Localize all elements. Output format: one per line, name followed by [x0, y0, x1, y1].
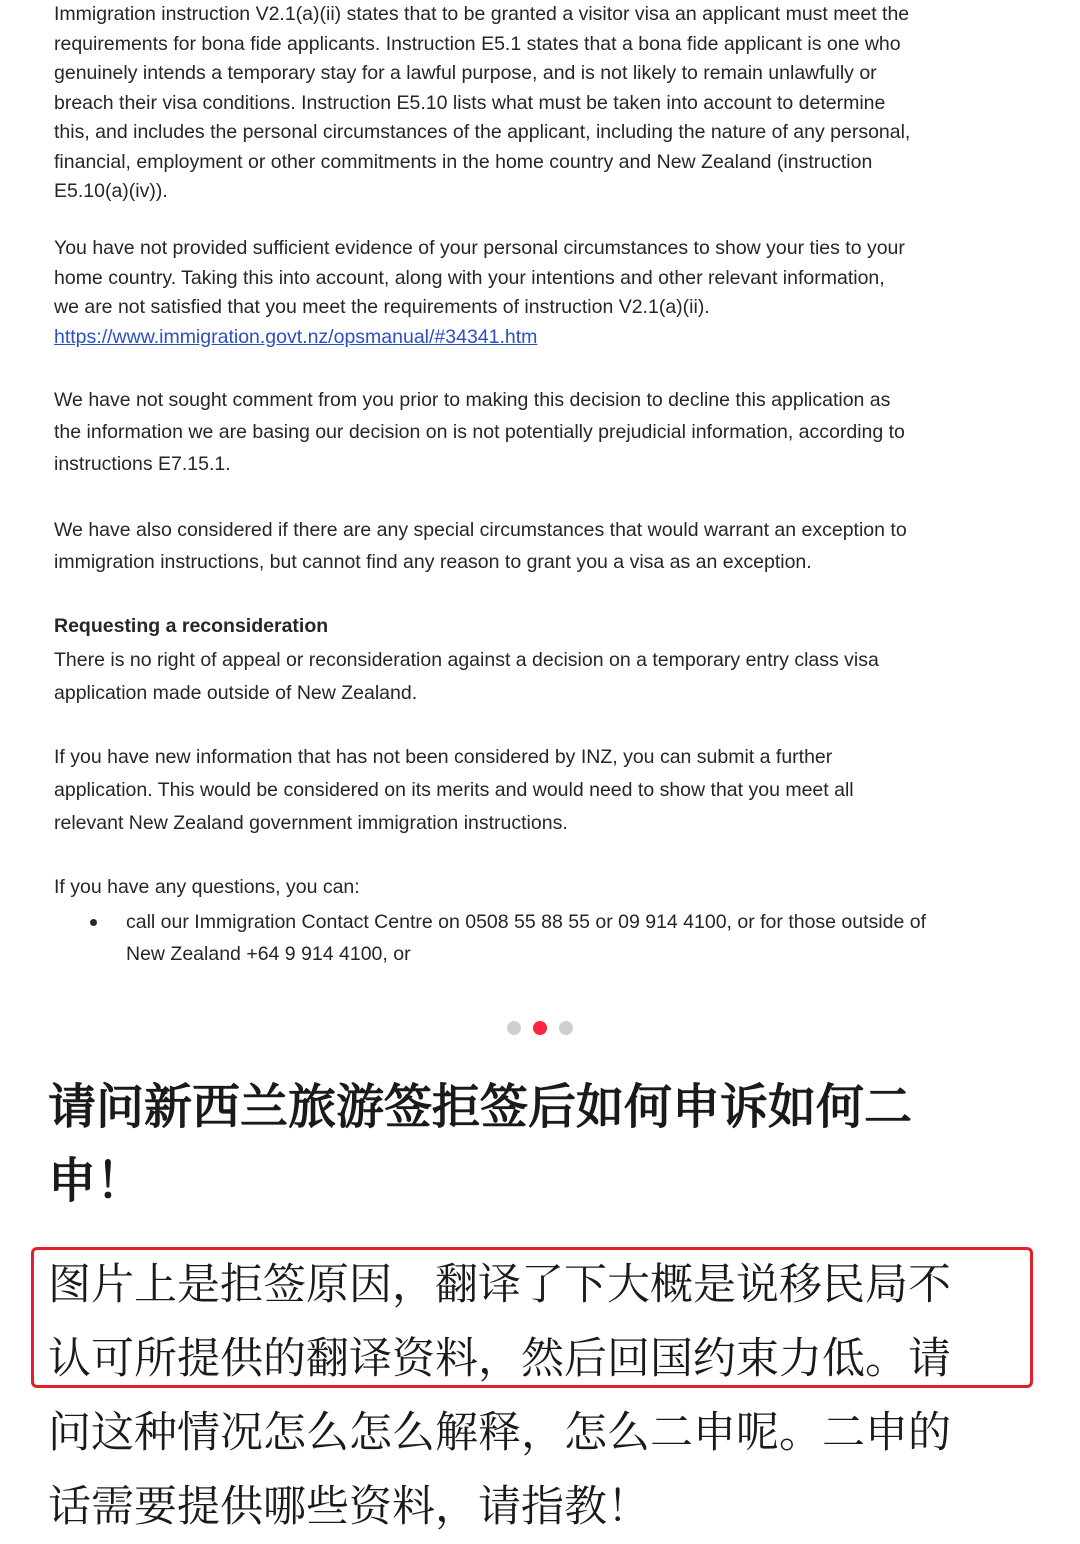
- doc-line: breach their visa conditions. Instruction E5.10 lists what must be taken into account to determine: [54, 91, 886, 114]
- doc-line: If you have new information that has not been considered by INZ, you can submit a further: [54, 746, 833, 768]
- doc-line: requirements for bona fide applicants. Instruction E5.1 states that a bona fide applicant is one who: [54, 32, 901, 55]
- post-title-line: 请问新西兰旅游签拒签后如何申诉如何二: [48, 1079, 913, 1135]
- doc-bullet-list: [54, 906, 984, 970]
- post-body: [48, 1248, 1038, 1544]
- doc-bullet-item: [54, 906, 984, 970]
- doc-line: You have not provided sufficient evidence of your personal circumstances to show your ties to your: [54, 237, 905, 259]
- post-title: [48, 1070, 1038, 1218]
- doc-line: instructions E7.15.1.: [54, 453, 231, 475]
- doc-line: application. This would be considered on its merits and would need to show that you meet all: [54, 779, 854, 801]
- post-body-line: 问这种情况怎么怎么解释，怎么二申呢。二申的: [48, 1408, 951, 1458]
- post-body-line: 图片上是拒签原因，翻译了下大概是说移民局不: [48, 1260, 951, 1310]
- opsmanual-link[interactable]: https://www.immigration.govt.nz/opsmanual/#34341.htm: [54, 325, 538, 348]
- doc-line: genuinely intends a temporary stay for a lawful purpose, and is not likely to remain unlawfully or: [54, 62, 877, 84]
- doc-line: New Zealand +64 9 914 4100, or: [126, 943, 411, 965]
- post-body-line: 话需要提供哪些资料，请指教！: [48, 1482, 650, 1532]
- bullet-dot-icon: [90, 919, 97, 926]
- carousel-dot[interactable]: [507, 1021, 521, 1035]
- doc-heading-reconsideration: Requesting a reconsideration: [54, 615, 329, 637]
- doc-paragraph-comment: [54, 384, 905, 480]
- doc-paragraph-evidence: [54, 234, 905, 352]
- doc-line: this, and includes the personal circumstances of the applicant, including the nature of any personal,: [54, 121, 911, 143]
- doc-line: E5.10(a)(iv)).: [54, 180, 168, 202]
- doc-line: relevant New Zealand government immigration instructions.: [54, 812, 568, 834]
- doc-line: application made outside of New Zealand.: [54, 682, 418, 704]
- carousel-indicator: [0, 1021, 1080, 1035]
- doc-paragraph-new-information: [54, 741, 854, 840]
- doc-line: We have also considered if there are any special circumstances that would warrant an exception to: [54, 519, 907, 541]
- carousel-dot[interactable]: [559, 1021, 573, 1035]
- post-title-line: 申！: [48, 1153, 145, 1209]
- doc-paragraph-no-appeal: [54, 644, 879, 710]
- post-body-line: 认可所提供的翻译资料，然后回国约束力低。请: [48, 1334, 951, 1384]
- doc-paragraph-bona-fide: [54, 0, 910, 207]
- doc-line: call our Immigration Contact Centre on 0508 55 88 55 or 09 914 4100, or for those outside of: [126, 911, 926, 933]
- doc-line: financial, employment or other commitments in the home country and New Zealand (instruction: [54, 150, 873, 173]
- doc-line: Immigration instruction V2.1(a)(ii) states that to be granted a visitor visa an applicant must meet the: [54, 3, 910, 25]
- carousel-dot-active[interactable]: [533, 1021, 547, 1035]
- doc-line: we are not satisfied that you meet the requirements of instruction V2.1(a)(ii).: [54, 296, 710, 318]
- doc-line: There is no right of appeal or reconsideration against a decision on a temporary entry class visa: [54, 649, 879, 671]
- doc-paragraph-questions: If you have any questions, you can:: [54, 876, 360, 898]
- doc-line: We have not sought comment from you prior to making this decision to decline this application as: [54, 389, 891, 411]
- doc-line: home country. Taking this into account, along with your intentions and other relevant information,: [54, 266, 885, 289]
- doc-line: immigration instructions, but cannot find any reason to grant you a visa as an exception.: [54, 551, 812, 573]
- doc-paragraph-special-circumstances: [54, 514, 907, 578]
- doc-line: the information we are basing our decision on is not potentially prejudicial information, according to: [54, 421, 905, 443]
